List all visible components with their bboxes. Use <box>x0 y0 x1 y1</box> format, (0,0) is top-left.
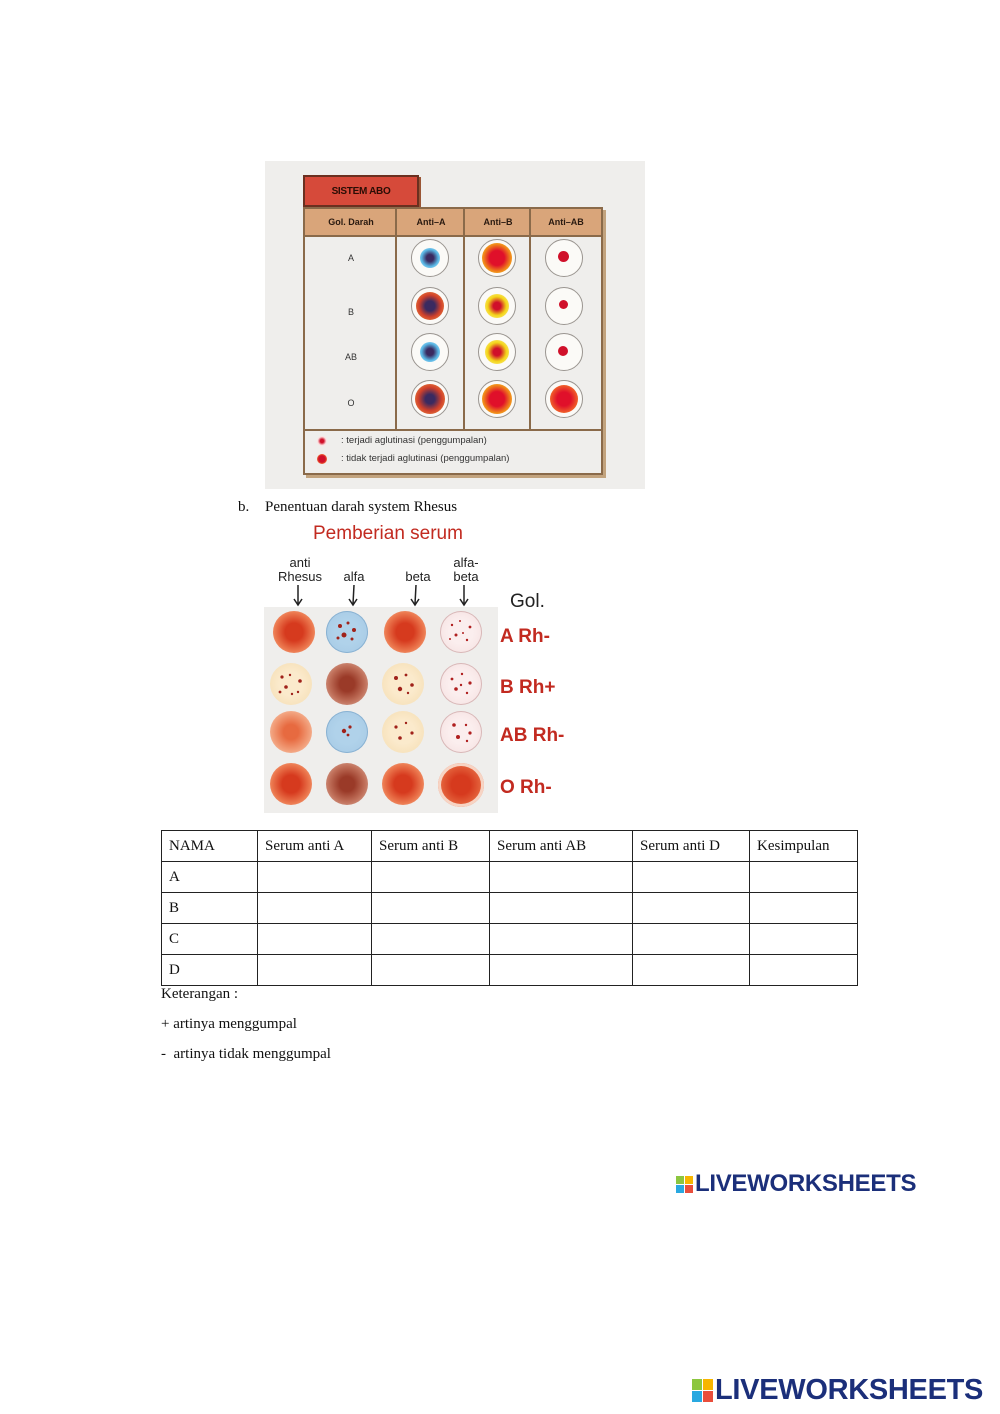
result-o-rh-neg: O Rh- <box>500 777 552 798</box>
agglutination-speckle <box>440 663 482 705</box>
agglutination-speckle <box>326 711 368 753</box>
rhesus-sample <box>270 711 312 753</box>
agglutination-speckle <box>326 611 368 653</box>
answer-cell[interactable] <box>490 862 633 893</box>
answer-cell[interactable] <box>490 955 633 986</box>
abo-plate <box>478 380 516 418</box>
abo-row-label-o: O <box>347 398 355 408</box>
no-agglutination-dot-icon <box>317 454 327 464</box>
rhesus-sample <box>440 611 482 653</box>
abo-col-anti-b: Anti–B <box>483 217 513 227</box>
answer-cell[interactable] <box>258 924 372 955</box>
logo-text: LIVEWORKSHEETS <box>695 1170 917 1197</box>
result-a-rh-neg: A Rh- <box>500 626 550 647</box>
abo-table-frame <box>303 207 603 475</box>
abo-row-label-b: B <box>347 307 354 317</box>
keterangan-minus: - artinya tidak menggumpal <box>161 1046 331 1062</box>
table-row <box>162 862 858 893</box>
agglutination-speckle <box>382 663 424 705</box>
answer-cell[interactable] <box>258 955 372 986</box>
abo-col-anti-ab: Anti–AB <box>548 217 584 227</box>
answer-cell[interactable] <box>372 862 490 893</box>
caption-number: b. <box>238 499 250 515</box>
header-serum-anti-b: Serum anti B <box>372 831 490 862</box>
abo-plate <box>411 333 449 371</box>
header-kesimpulan: Kesimpulan <box>750 831 858 862</box>
down-arrow-icon <box>458 585 470 607</box>
abo-legend-divider <box>305 429 601 431</box>
row-name: B <box>162 893 258 924</box>
liveworksheets-logo-icon <box>676 1176 693 1193</box>
answer-cell[interactable] <box>372 893 490 924</box>
rhesus-sample <box>384 611 426 653</box>
rhesus-sample <box>326 663 368 705</box>
table-row <box>162 924 858 955</box>
header-nama: NAMA <box>162 831 258 862</box>
table-header-row <box>162 831 858 862</box>
abo-plate <box>411 287 449 325</box>
rhesus-sample <box>326 763 368 805</box>
abo-divider <box>529 209 531 429</box>
rhesus-caption <box>238 499 457 516</box>
row-name: A <box>162 862 258 893</box>
answer-cell[interactable] <box>750 862 858 893</box>
abo-col-gol-darah: Gol. Darah <box>328 217 374 227</box>
abo-plate <box>478 239 516 277</box>
answer-cell[interactable] <box>372 924 490 955</box>
agglutination-dot-icon <box>317 436 327 446</box>
caption-text: Penentuan darah system Rhesus <box>265 499 458 515</box>
liveworksheets-logo-icon <box>692 1379 713 1402</box>
abo-plate <box>478 333 516 371</box>
answer-cell[interactable] <box>372 955 490 986</box>
serum-label-anti-rhesus: anti Rhesus <box>277 555 323 584</box>
abo-plate <box>545 287 583 325</box>
rhesus-sample <box>326 611 368 653</box>
abo-row-label-ab: AB <box>344 352 357 362</box>
down-arrow-icon <box>347 585 359 607</box>
rhesus-sample <box>440 711 482 753</box>
abo-plate <box>411 239 449 277</box>
liveworksheets-logo <box>676 1170 916 1198</box>
abo-plate <box>545 333 583 371</box>
answer-cell[interactable] <box>750 893 858 924</box>
result-table <box>161 830 858 986</box>
answer-cell[interactable] <box>258 862 372 893</box>
abo-legend-no-agglutination: : tidak terjadi aglutinasi (penggumpalan) <box>341 453 510 464</box>
gol-label: Gol. <box>510 591 545 612</box>
serum-label-alfa: alfa <box>343 569 365 584</box>
serum-label-alfa-beta: alfa- beta <box>453 555 479 584</box>
answer-cell[interactable] <box>750 924 858 955</box>
result-b-rh-pos: B Rh+ <box>500 677 556 698</box>
rhesus-sample <box>382 763 424 805</box>
answer-cell[interactable] <box>750 955 858 986</box>
answer-cell[interactable] <box>633 862 750 893</box>
rhesus-sample <box>440 663 482 705</box>
liveworksheets-logo <box>692 1374 983 1407</box>
row-name: D <box>162 955 258 986</box>
abo-plate <box>411 380 449 418</box>
abo-divider <box>395 209 397 429</box>
rhesus-sample <box>273 611 315 653</box>
agglutination-speckle <box>270 663 312 705</box>
serum-label-beta: beta <box>405 569 431 584</box>
keterangan-plus: + artinya menggumpal <box>161 1016 297 1032</box>
abo-row-label-a: A <box>347 253 354 263</box>
answer-cell[interactable] <box>633 924 750 955</box>
row-name: C <box>162 924 258 955</box>
abo-plate <box>545 239 583 277</box>
rhesus-plate-panel <box>264 607 498 813</box>
abo-plate <box>545 380 583 418</box>
abo-system-figure <box>265 161 645 489</box>
abo-legend-agglutination: : terjadi aglutinasi (penggumpalan) <box>341 435 487 446</box>
table-row <box>162 893 858 924</box>
rhesus-title: Pemberian serum <box>313 523 463 544</box>
agglutination-speckle <box>440 611 482 653</box>
rhesus-sample <box>382 663 424 705</box>
answer-cell[interactable] <box>633 955 750 986</box>
answer-cell[interactable] <box>490 893 633 924</box>
result-ab-rh-neg: AB Rh- <box>500 725 565 746</box>
header-serum-anti-d: Serum anti D <box>633 831 750 862</box>
answer-cell[interactable] <box>633 893 750 924</box>
answer-cell[interactable] <box>258 893 372 924</box>
header-serum-anti-ab: Serum anti AB <box>490 831 633 862</box>
rhesus-sample <box>438 763 484 807</box>
rhesus-sample <box>270 663 312 705</box>
abo-col-anti-a: Anti–A <box>416 217 446 227</box>
answer-cell[interactable] <box>490 924 633 955</box>
table-row <box>162 955 858 986</box>
abo-divider <box>463 209 465 429</box>
agglutination-speckle <box>382 711 424 753</box>
abo-badge: SISTEM ABO <box>303 175 419 207</box>
keterangan-title: Keterangan : <box>161 986 239 1002</box>
rhesus-sample <box>382 711 424 753</box>
logo-text: LIVEWORKSHEETS <box>715 1374 984 1406</box>
abo-plate <box>478 287 516 325</box>
rhesus-sample <box>326 711 368 753</box>
down-arrow-icon <box>292 585 304 607</box>
down-arrow-icon <box>409 585 421 607</box>
agglutination-speckle <box>440 711 482 753</box>
header-serum-anti-a: Serum anti A <box>258 831 372 862</box>
rhesus-sample <box>270 763 312 805</box>
abo-header-row <box>305 209 601 237</box>
